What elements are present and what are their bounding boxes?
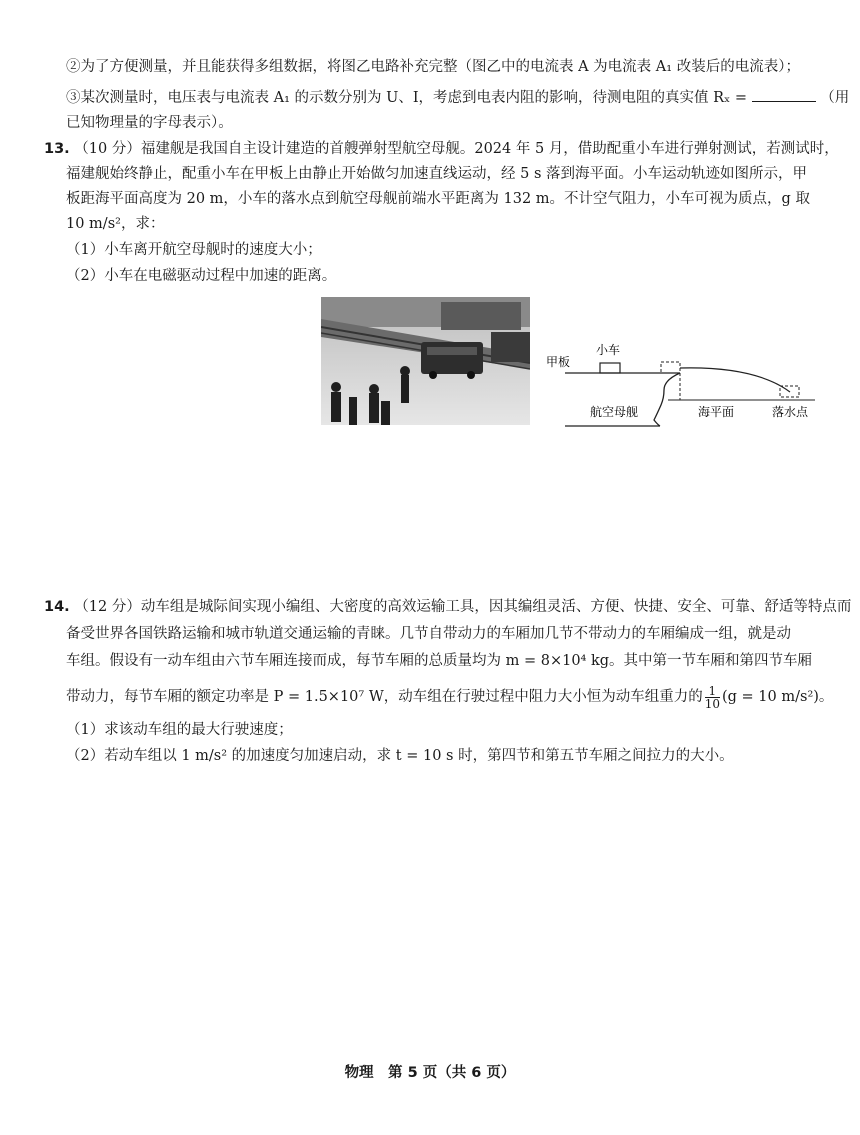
fraction-denominator: 10 bbox=[704, 696, 720, 711]
q12-item3-suffix: （用 bbox=[820, 90, 850, 106]
q14-sub2: （2）若动车组以 1 m/s² 的加速度匀加速启动，求 t = 10 s 时，第四节和第五节车厢之间拉力的大小。 bbox=[66, 748, 734, 764]
q14-number: 14. bbox=[44, 599, 70, 615]
fraction bbox=[705, 685, 720, 710]
q14-line4 bbox=[66, 683, 833, 711]
q14-line1 bbox=[44, 597, 851, 617]
q12-item3-text: ③某次测量时，电压表与电流表 A₁ 的示数分别为 U、I，考虑到电表内阻的影响，待测电阻的真实值 Rₓ = bbox=[66, 90, 747, 106]
q13-line3: 板距海平面高度为 20 m，小车的落水点到航空母舰前端水平距离为 132 m。不计空气阻力，小车可视为质点，g 取 bbox=[66, 191, 810, 207]
q14-line2: 备受世界各国铁路运输和城市轨道交通运输的青睐。几节自带动力的车厢加几节不带动力的车厢编成一组，就是动 bbox=[66, 626, 791, 642]
q12-item3-cont: 已知物理量的字母表示）。 bbox=[66, 115, 233, 131]
launch-test-photo bbox=[321, 297, 530, 425]
car-box bbox=[600, 363, 620, 373]
q13-sub1: （1）小车离开航空母舰时的速度大小； bbox=[66, 242, 322, 258]
car-label: 小车 bbox=[596, 343, 621, 357]
q13-line1 bbox=[44, 139, 839, 159]
q13-line2: 福建舰始终静止，配重小车在甲板上由静止开始做匀加速直线运动，经 5 s 落到海平面。小车运动轨迹如图所示，甲 bbox=[66, 166, 807, 182]
page-footer: 物理 第 5 页（共 6 页） bbox=[344, 1065, 516, 1081]
ship-label: 航空母舰 bbox=[590, 405, 639, 419]
q14-line3: 车组。假设有一动车组由六节车厢连接而成，每节车厢的总质量均为 m = 8×10⁴ kg。其中第一节车厢和第四节车厢 bbox=[66, 653, 813, 669]
q13-line4: 10 m/s²，求： bbox=[66, 216, 165, 232]
q12-item3 bbox=[66, 87, 849, 108]
q12-item2: ②为了方便测量，并且能获得多组数据，将图乙电路补充完整（图乙中的电流表 A 为电流表 A₁ 改装后的电流表）； bbox=[66, 59, 800, 75]
splash-point-label: 落水点 bbox=[772, 405, 809, 419]
q13-sub2: （2）小车在电磁驱动过程中加速的距离。 bbox=[66, 268, 337, 284]
fraction-numerator: 1 bbox=[705, 685, 720, 698]
q13-number: 13. bbox=[44, 141, 70, 157]
sea-level-label: 海平面 bbox=[698, 405, 735, 419]
trajectory-diagram bbox=[540, 330, 820, 430]
q14-text4a: 带动力，每节车厢的额定功率是 P = 1.5×10⁷ W，动车组在行驶过程中阻力大小恒为动车组重力的 bbox=[66, 689, 703, 705]
answer-blank[interactable] bbox=[752, 87, 816, 102]
deck-label: 甲板 bbox=[546, 355, 571, 369]
q14-text4b: (g = 10 m/s²)。 bbox=[722, 689, 834, 705]
q13-text1: （10 分）福建舰是我国自主设计建造的首艘弹射型航空母舰。2024 年 5 月，借助配重小车进行弹射测试，若测试时， bbox=[74, 141, 839, 157]
q14-text1: （12 分）动车组是城际间实现小编组、大密度的高效运输工具，因其编组灵活、方便、快捷、安全、可靠、舒适等特点而 bbox=[74, 599, 852, 615]
q14-sub1: （1）求该动车组的最大行驶速度； bbox=[66, 722, 293, 738]
